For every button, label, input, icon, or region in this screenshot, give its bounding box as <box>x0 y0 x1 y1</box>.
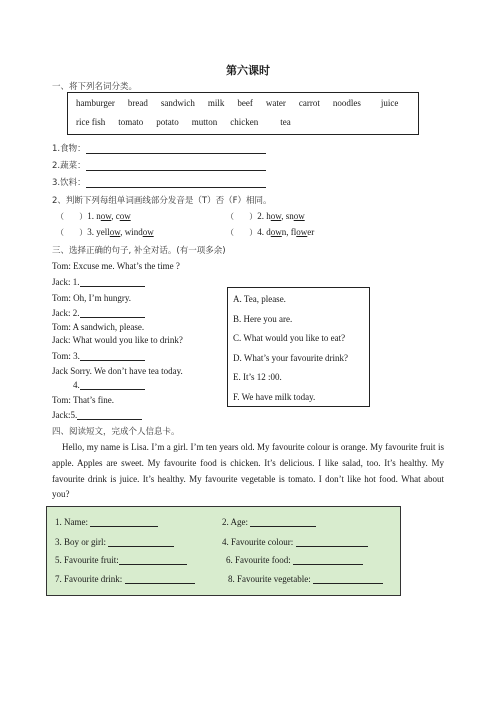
judge-item-2: （ ）2. how, snow <box>226 211 305 221</box>
dialogue-line: Jack: 2. <box>52 308 80 318</box>
answer-line[interactable] <box>125 574 195 584</box>
word-2 <box>125 227 154 237</box>
item-number: 1. <box>87 211 95 221</box>
word-part: n <box>281 227 287 237</box>
option: E. It’s 12 :00. <box>233 372 282 382</box>
card-field-gender <box>55 537 174 547</box>
dialogue-line: Tom: Oh, I’m hungry. <box>52 293 132 303</box>
dialogue-line: Jack Sorry. We don’t have tea today. <box>52 366 183 376</box>
word-part: d <box>266 227 271 237</box>
dialogue-line: Jack: 1. <box>52 277 80 287</box>
field-label: 3. Boy or girl: <box>55 537 106 547</box>
dialogue-line-blank <box>52 351 145 361</box>
word-row-2 <box>76 117 305 127</box>
dialogue-line-blank <box>52 410 142 420</box>
underlined-part: ow <box>293 211 305 221</box>
dialogue-line: Jack:5. <box>52 410 78 420</box>
judge-item-3: （ ）3. yellow, window <box>56 227 154 237</box>
answer-line[interactable] <box>80 380 145 390</box>
option: F. We have milk today. <box>233 391 316 402</box>
section-1-heading: 一、将下列名词分类。 <box>52 82 138 92</box>
word: chicken <box>230 117 259 127</box>
word: milk <box>207 98 225 108</box>
word-1 <box>266 227 286 237</box>
section-3-heading: 三、选择正确的句子, 补全对话。(有一项多余) <box>52 246 226 256</box>
category-drinks <box>52 176 266 188</box>
options-box <box>227 287 370 407</box>
word: potato <box>156 117 179 127</box>
field-label: 8. Favourite vegetable: <box>228 574 311 584</box>
card-field-colour <box>222 537 368 547</box>
answer-line[interactable] <box>250 517 316 527</box>
dialogue-line: Tom: 3. <box>52 351 80 361</box>
underlined-part: ow <box>100 211 112 221</box>
word-part: yell <box>96 227 110 237</box>
answer-line[interactable] <box>108 537 174 547</box>
dialogue-line: 4. <box>73 380 80 390</box>
dialogue-line-blank <box>52 308 145 318</box>
answer-line[interactable] <box>77 410 142 420</box>
word-part: sn <box>285 211 294 221</box>
category-vegetables <box>52 159 266 171</box>
underlined-part: ow <box>296 227 308 237</box>
card-field-drink <box>55 574 195 584</box>
underlined-part: ow <box>270 227 282 237</box>
card-field-fruit <box>55 555 187 565</box>
section-2-heading: 2、判断下列每组单词画线部分发音是（T）否（F）相同。 <box>52 196 272 206</box>
dialogue-line-blank <box>73 380 145 390</box>
word: bread <box>127 98 148 108</box>
option: A. Tea, please. <box>233 294 286 304</box>
word-part: er <box>307 227 315 237</box>
judge-item-4: （ ）4. down, flower <box>226 227 315 237</box>
word-2 <box>286 211 305 221</box>
page-title: 第六课时 <box>226 64 270 77</box>
word: water <box>265 98 286 108</box>
info-card <box>46 506 401 596</box>
card-field-name <box>55 517 158 527</box>
word-part: n <box>96 211 101 221</box>
word: hamburger <box>76 98 115 108</box>
word-2 <box>291 227 315 237</box>
underlined-part: ow <box>142 227 154 237</box>
word: noodles <box>332 98 361 108</box>
field-label: 2. Age: <box>222 517 248 527</box>
category-label: 1.食物： <box>52 144 86 154</box>
answer-line[interactable] <box>293 555 363 565</box>
answer-line[interactable] <box>313 574 383 584</box>
dialogue-line-blank <box>52 277 145 287</box>
card-field-vegetable <box>228 574 383 584</box>
answer-line[interactable] <box>86 178 266 188</box>
field-label: 4. Favourite colour: <box>222 537 294 547</box>
reading-passage: Hello, my name is Lisa. I’m a girl. I’m ten years old. My favourite colour is orange. My favourite fruit is apple. Apples are sweet. My favourite food is chicken. It’s delicious. I like salad, too. It’s healthy. My favourite drink is juice. It’s healthy. My favourite vegetable is tomato. I don’t like hot food. What about you? <box>52 442 444 500</box>
word-part: wind <box>124 227 143 237</box>
option: B. Here you are. <box>233 313 293 324</box>
dialogue-line: Tom: A sandwich, please. <box>52 322 145 332</box>
dialogue-line: Tom: Excuse me. What’s the time ? <box>52 261 180 271</box>
word-row-1 <box>76 98 398 108</box>
word: sandwich <box>160 98 195 108</box>
category-label: 3.饮料： <box>52 178 86 188</box>
underlined-part: ow <box>270 211 282 221</box>
dialogue-line: Jack: What would you like to drink? <box>52 335 183 345</box>
word-1 <box>266 211 281 221</box>
dialogue-line: Tom: That’s fine. <box>52 395 114 405</box>
item-number: 4. <box>257 227 265 237</box>
section-4-heading: 四、阅读短文，完成个人信息卡。 <box>52 427 180 437</box>
answer-line[interactable] <box>86 161 266 171</box>
option: C. What would you like to eat? <box>233 333 346 343</box>
option: D. What’s your favourite drink? <box>233 352 349 363</box>
word-part: h <box>266 211 271 221</box>
category-food <box>52 142 266 154</box>
answer-line[interactable] <box>80 277 145 287</box>
answer-line[interactable] <box>296 537 368 547</box>
word: carrot <box>298 98 320 108</box>
word-part: fl <box>290 227 297 237</box>
card-field-food <box>226 555 363 565</box>
answer-line[interactable] <box>119 555 187 565</box>
item-number: 3. <box>87 227 95 237</box>
word: mutton <box>191 117 218 127</box>
answer-line[interactable] <box>80 351 145 361</box>
field-label: 7. Favourite drink: <box>55 574 123 584</box>
word-part: c <box>115 211 120 221</box>
item-number: 2. <box>257 211 265 221</box>
word-box <box>67 92 419 135</box>
judge-item-1: （ ）1. now, cow <box>56 211 131 221</box>
word: tea <box>280 117 291 127</box>
card-field-age <box>222 517 316 527</box>
underlined-part: ow <box>109 227 121 237</box>
word: rice fish <box>76 117 106 127</box>
word: tomato <box>118 117 144 127</box>
word-1 <box>96 211 111 221</box>
underlined-part: ow <box>119 211 131 221</box>
answer-line[interactable] <box>90 517 158 527</box>
answer-line[interactable] <box>86 144 266 154</box>
word: juice <box>380 98 399 108</box>
field-label: 1. Name: <box>55 517 88 527</box>
word-1 <box>96 227 120 237</box>
word: beef <box>237 98 253 108</box>
word-2 <box>116 211 131 221</box>
field-label: 5. Favourite fruit: <box>55 555 119 565</box>
category-label: 2.蔬菜： <box>52 161 86 171</box>
answer-line[interactable] <box>80 308 145 318</box>
field-label: 6. Favourite food: <box>226 555 291 565</box>
